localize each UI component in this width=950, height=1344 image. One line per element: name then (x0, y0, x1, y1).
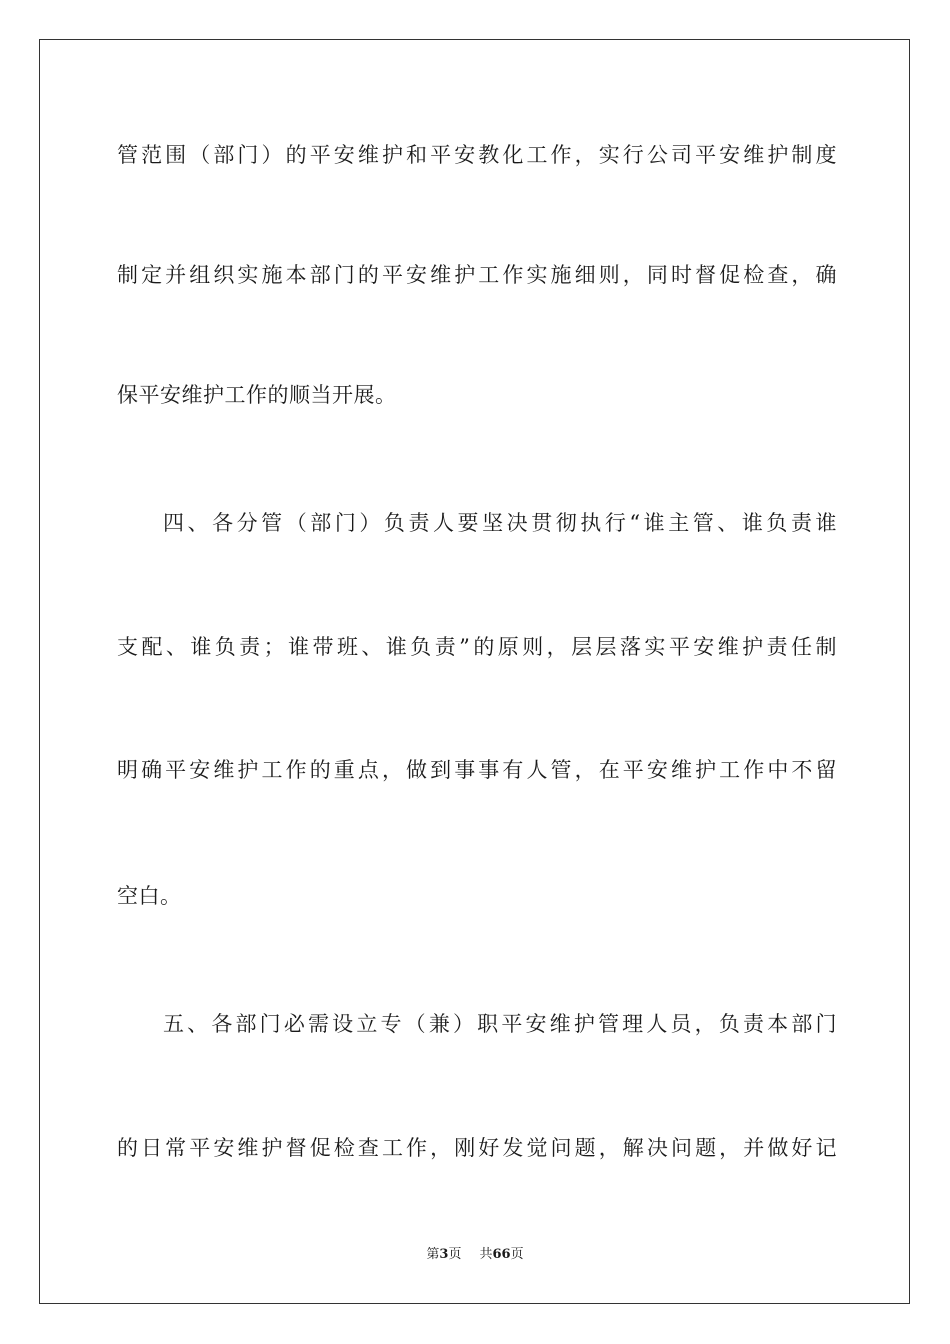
total-pages: 66 (492, 1247, 511, 1262)
page-border (39, 39, 910, 1304)
body-line-8: 五、各部门必需设立专（兼）职平安维护管理人员，负责本部门 (163, 1012, 837, 1036)
body-line-9: 的日常平安维护督促检查工作，刚好发觉问题，解决问题，并做好记 (117, 1136, 837, 1160)
total-suffix: 页 (510, 1247, 524, 1262)
body-line-3: 保平安维护工作的顺当开展。 (117, 383, 397, 407)
body-line-1: 管范围（部门）的平安维护和平安教化工作，实行公司平安维护制度 (117, 143, 837, 167)
body-line-5: 支配、谁负责；谁带班、谁负责”的原则，层层落实平安维护责任制 (117, 635, 837, 659)
body-line-4: 四、各分管（部门）负责人要坚决贯彻执行“谁主管、谁负责谁 (163, 511, 837, 535)
body-line-6: 明确平安维护工作的重点，做到事事有人管，在平安维护工作中不留 (117, 758, 837, 782)
total-prefix: 共 (479, 1247, 493, 1262)
page-number: 3 (439, 1247, 449, 1262)
body-line-7: 空白。 (117, 884, 182, 908)
body-line-2: 制定并组织实施本部门的平安维护工作实施细则，同时督促检查，确 (117, 263, 837, 287)
page-prefix: 第 (426, 1247, 440, 1262)
page-suffix: 页 (448, 1247, 462, 1262)
page-footer (0, 1245, 950, 1265)
